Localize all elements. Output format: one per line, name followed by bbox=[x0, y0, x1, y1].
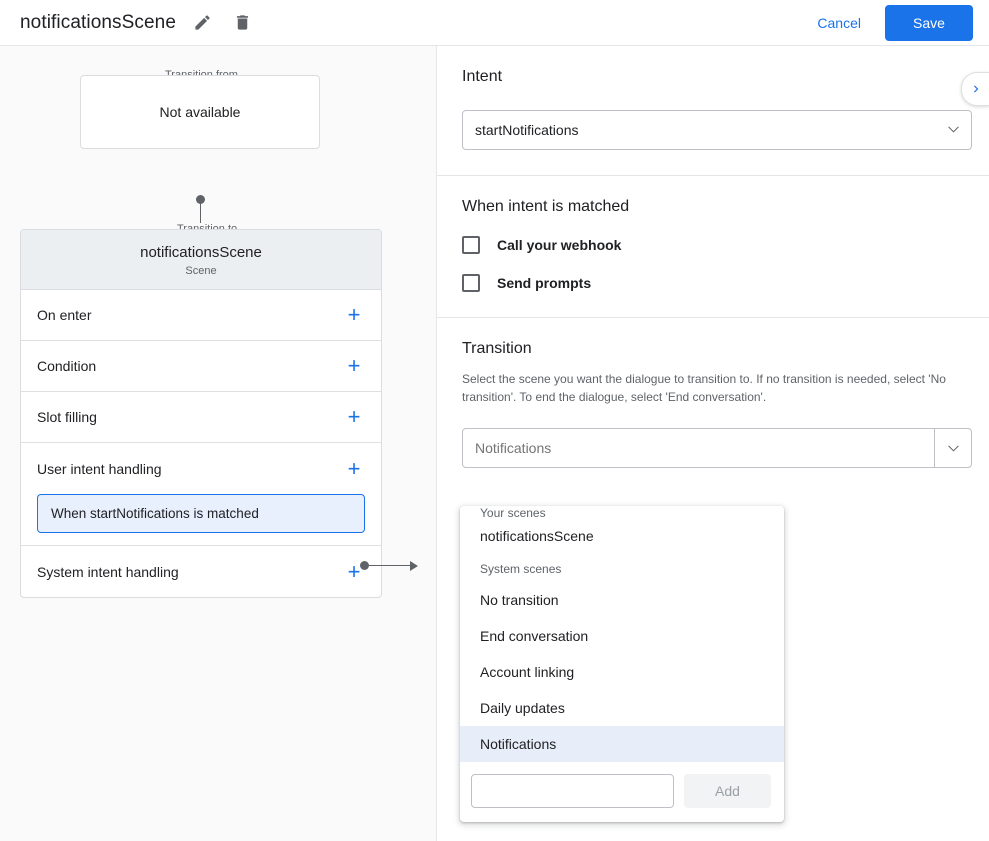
edge-start-dot bbox=[196, 195, 205, 204]
dropdown-item-daily-updates[interactable]: Daily updates bbox=[480, 700, 565, 716]
transition-section-title: Transition bbox=[462, 340, 532, 357]
add-system-intent-icon[interactable]: + bbox=[347, 558, 361, 584]
intent-select-value: startNotifications bbox=[475, 122, 579, 138]
cancel-button[interactable]: Cancel bbox=[803, 7, 875, 39]
scene-row-label: System intent handling bbox=[37, 563, 179, 580]
dropdown-item-notificationsscene[interactable]: notificationsScene bbox=[480, 528, 594, 544]
when-intent-matched-section bbox=[437, 176, 989, 317]
dropdown-scroll-area[interactable] bbox=[460, 506, 784, 762]
scene-card bbox=[20, 229, 382, 598]
transition-from-node[interactable] bbox=[80, 75, 320, 149]
send-prompts-row[interactable] bbox=[462, 274, 964, 292]
transition-description: Select the scene you want the dialogue to transition to. If no transition is needed, select 'No transition'. To end the dialogue, select 'End conversation'. bbox=[462, 372, 946, 404]
transition-combobox-wrap bbox=[462, 428, 972, 468]
scene-card-name: notificationsScene bbox=[140, 244, 262, 261]
intent-section-title: Intent bbox=[462, 68, 503, 85]
transition-dropdown-menu[interactable] bbox=[460, 506, 784, 822]
dropdown-group-your-scenes: Your scenes bbox=[480, 506, 546, 518]
transition-section bbox=[437, 318, 989, 493]
scene-row-label: On enter bbox=[37, 307, 92, 323]
call-webhook-row[interactable] bbox=[462, 236, 964, 254]
user-intent-handling-group bbox=[21, 443, 381, 546]
scene-row-system-intent-handling[interactable] bbox=[21, 546, 381, 597]
send-prompts-checkbox[interactable] bbox=[462, 274, 480, 292]
scene-row-slot-filling[interactable] bbox=[21, 392, 381, 443]
add-user-intent-icon[interactable]: + bbox=[347, 455, 361, 481]
transition-from-value: Not available bbox=[159, 104, 241, 120]
add-slot-filling-icon[interactable]: + bbox=[347, 404, 361, 429]
page-title: notificationsScene bbox=[20, 11, 177, 33]
add-condition-icon[interactable]: + bbox=[347, 353, 361, 378]
expand-panel-chevron-right-icon[interactable] bbox=[961, 72, 989, 106]
chip-edge-line bbox=[368, 565, 412, 566]
trash-icon[interactable] bbox=[228, 9, 256, 37]
save-button[interactable]: Save bbox=[885, 5, 973, 41]
add-button[interactable]: Add bbox=[684, 774, 771, 808]
scene-row-label: Condition bbox=[37, 358, 97, 374]
scene-row-condition[interactable] bbox=[21, 341, 381, 392]
scene-graph-pane bbox=[0, 46, 437, 841]
topbar-actions bbox=[803, 5, 989, 41]
transition-dropdown-toggle[interactable] bbox=[934, 428, 972, 468]
when-intent-matched-title: When intent is matched bbox=[462, 198, 630, 215]
dropdown-item-no-transition[interactable]: No transition bbox=[480, 592, 559, 608]
dropdown-item-notifications[interactable]: Notifications bbox=[460, 726, 784, 762]
scene-row-label: Slot filling bbox=[37, 409, 97, 425]
transition-input[interactable] bbox=[462, 428, 972, 468]
dropdown-item-account-linking[interactable]: Account linking bbox=[480, 664, 575, 680]
scene-card-subtitle: Scene bbox=[185, 265, 217, 277]
intent-select[interactable] bbox=[462, 110, 972, 150]
send-prompts-label: Send prompts bbox=[497, 275, 592, 291]
chevron-down-icon bbox=[948, 125, 959, 136]
intent-handler-chip-label: When startNotifications is matched bbox=[51, 506, 259, 521]
call-webhook-checkbox[interactable] bbox=[462, 236, 480, 254]
details-pane bbox=[437, 46, 989, 841]
add-on-enter-icon[interactable]: + bbox=[347, 302, 361, 327]
top-bar bbox=[0, 0, 989, 46]
scene-row-label: User intent handling bbox=[37, 460, 162, 477]
edit-icon[interactable] bbox=[188, 9, 216, 37]
dropdown-group-system-scenes: System scenes bbox=[480, 562, 562, 576]
dropdown-item-end-conversation[interactable]: End conversation bbox=[480, 628, 589, 644]
new-scene-input[interactable] bbox=[471, 774, 674, 808]
dropdown-footer bbox=[460, 762, 784, 822]
scene-row-on-enter[interactable] bbox=[21, 290, 381, 341]
chip-edge-arrow-icon bbox=[410, 561, 418, 571]
intent-handler-chip[interactable] bbox=[37, 494, 365, 533]
scene-row-user-intent-handling[interactable] bbox=[21, 443, 381, 494]
intent-section bbox=[437, 46, 989, 175]
intent-select-wrap bbox=[462, 110, 964, 150]
call-webhook-label: Call your webhook bbox=[497, 237, 622, 253]
scene-card-header[interactable] bbox=[21, 230, 381, 290]
